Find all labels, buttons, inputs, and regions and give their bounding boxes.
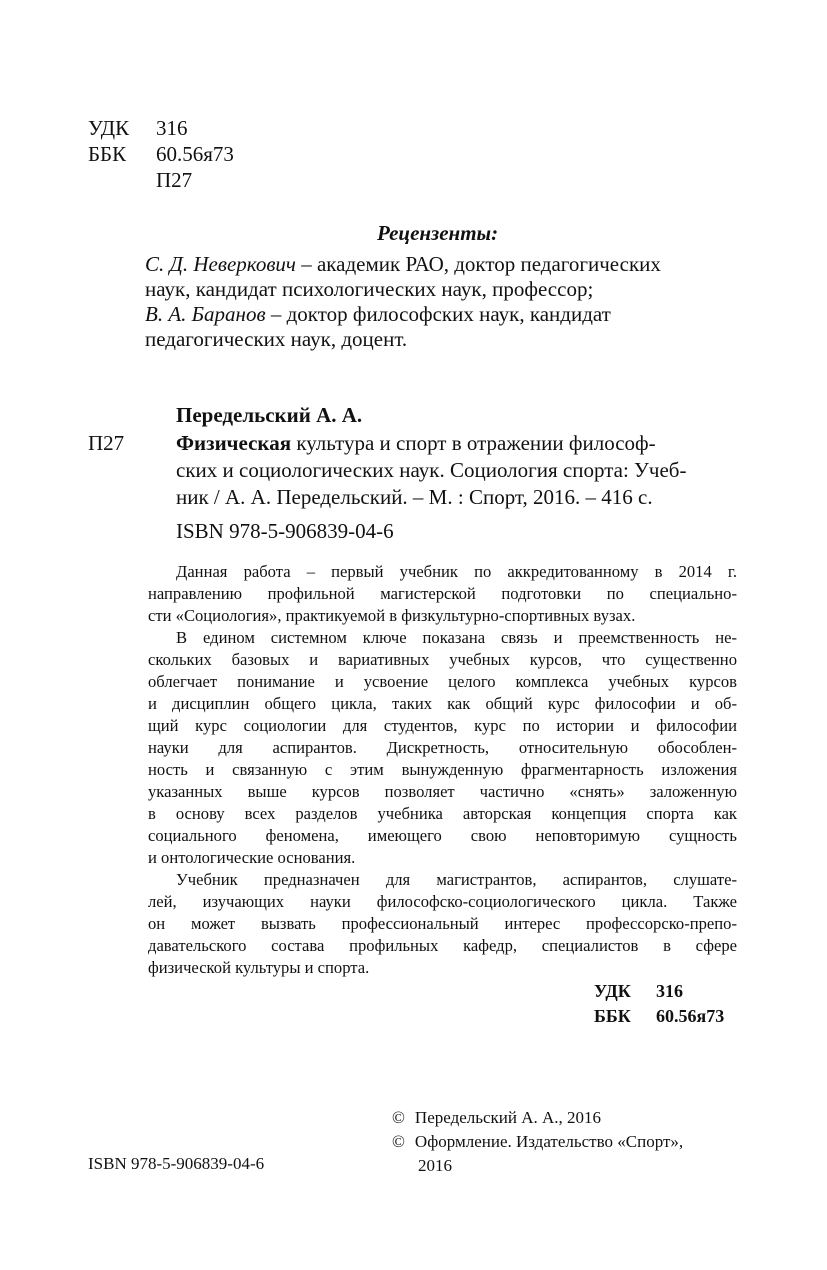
bbk-top-label: ББК — [88, 142, 127, 166]
copyright-1-text: Передельский А. А., 2016 — [414, 1108, 602, 1127]
reviewer-1-line-1 — [145, 252, 661, 277]
annotation-line: Учебник предназначен для магистрантов, аспирантов, слушате- — [176, 870, 737, 889]
annotation-line: Данная работа – первый учебник по аккредитованному в 2014 г. — [176, 562, 737, 581]
card-title-rest: культура и спорт в отражении философ- — [291, 431, 656, 455]
annotation-line: указанных выше курсов позволяет частично «снять» заложенную — [148, 782, 737, 801]
udk-top-label: УДК — [88, 116, 130, 140]
card-mark: П27 — [88, 431, 125, 455]
annotation-line: щий курс социологии для студентов, курс по истории и философии — [148, 716, 737, 735]
author-mark-top: П27 — [156, 168, 193, 192]
annotation-line: направлению профильной магистерской подготовки по специально- — [148, 584, 737, 603]
card-author: Передельский А. А. — [176, 403, 363, 427]
annotation-line: лей, изучающих науки философско-социологического цикла. Также — [148, 892, 737, 911]
card-title-bold: Физическая — [176, 431, 292, 455]
udk-index-label: УДК — [594, 981, 631, 1001]
annotation-line: скольких базовых и вариативных учебных курсов, что существенно — [148, 650, 737, 669]
annotation-line: в основу всех разделов учебника авторская концепция спорта как — [148, 804, 737, 823]
annotation-line: сти «Социология», практикуемой в физкультурно-спортивных вузах. — [148, 606, 636, 625]
reviewer-2-line-1 — [145, 302, 611, 327]
bbk-index-label: ББК — [594, 1006, 631, 1026]
bbk-top-value: 60.56я73 — [156, 142, 234, 166]
annotation-line: он может вызвать профессиональный интерес профессорско-препо- — [148, 914, 737, 933]
annotation-line: науки для аспирантов. Дискретность, относительную обособлен- — [148, 738, 737, 757]
annotation-line: ность и связанную с этим вынужденную фрагментарность изложения — [148, 760, 737, 779]
bbk-index — [594, 1004, 724, 1029]
copyright-2 — [392, 1130, 683, 1154]
udk-index — [594, 979, 683, 1004]
bottom-isbn: ISBN 978-5-906839-04-6 — [88, 1154, 265, 1173]
udk-top-value: 316 — [156, 116, 188, 140]
annotation-line: социального феномена, имеющего свою неповторимую сущность — [148, 826, 737, 845]
reviewers-title: Рецензенты: — [377, 221, 499, 245]
reviewer-2-line-2: педагогических наук, доцент. — [145, 327, 408, 351]
annotation-line: В едином системном ключе показана связь и преемственность не- — [176, 628, 737, 647]
annotation-line: физической культуры и спорта. — [148, 958, 370, 977]
annotation-line: и дисциплин общего цикла, таких как общий курс философии и об- — [148, 694, 737, 713]
bbk-top — [88, 142, 234, 166]
bbk-index-value: 60.56я73 — [656, 1006, 725, 1026]
copyright-2-text: Оформление. Издательство «Спорт», — [414, 1132, 684, 1151]
reviewer-2-name: В. А. Баранов — [145, 302, 266, 326]
udk-index-value: 316 — [656, 981, 683, 1001]
card-title-line-2: ских и социологических наук. Социология спорта: Учеб- — [176, 458, 687, 482]
copyright-icon: © — [392, 1132, 405, 1151]
annotation-line: давательского состава профильных кафедр, специалистов в сфере — [148, 936, 737, 955]
copyright-2-year: 2016 — [418, 1156, 452, 1175]
annotation-line: и онтологические основания. — [148, 848, 356, 867]
reviewer-1-line-2: наук, кандидат психологических наук, профессор; — [145, 277, 594, 301]
card-title-line-1 — [176, 430, 656, 456]
copyright-1 — [392, 1106, 601, 1130]
reviewer-1-name: С. Д. Неверкович — [145, 252, 296, 276]
reviewer-1-desc: – академик РАО, доктор педагогических — [295, 252, 661, 276]
udk-top — [88, 116, 188, 140]
copyright-icon: © — [392, 1108, 405, 1127]
card-title-line-3: ник / А. А. Передельский. – М. : Спорт, 2016. – 416 с. — [176, 485, 653, 509]
annotation-line: облегчает понимание и усвоение целого комплекса учебных курсов — [148, 672, 737, 691]
reviewer-2-desc: – доктор философских наук, кандидат — [265, 302, 611, 326]
card-isbn: ISBN 978-5-906839-04-6 — [176, 519, 394, 543]
